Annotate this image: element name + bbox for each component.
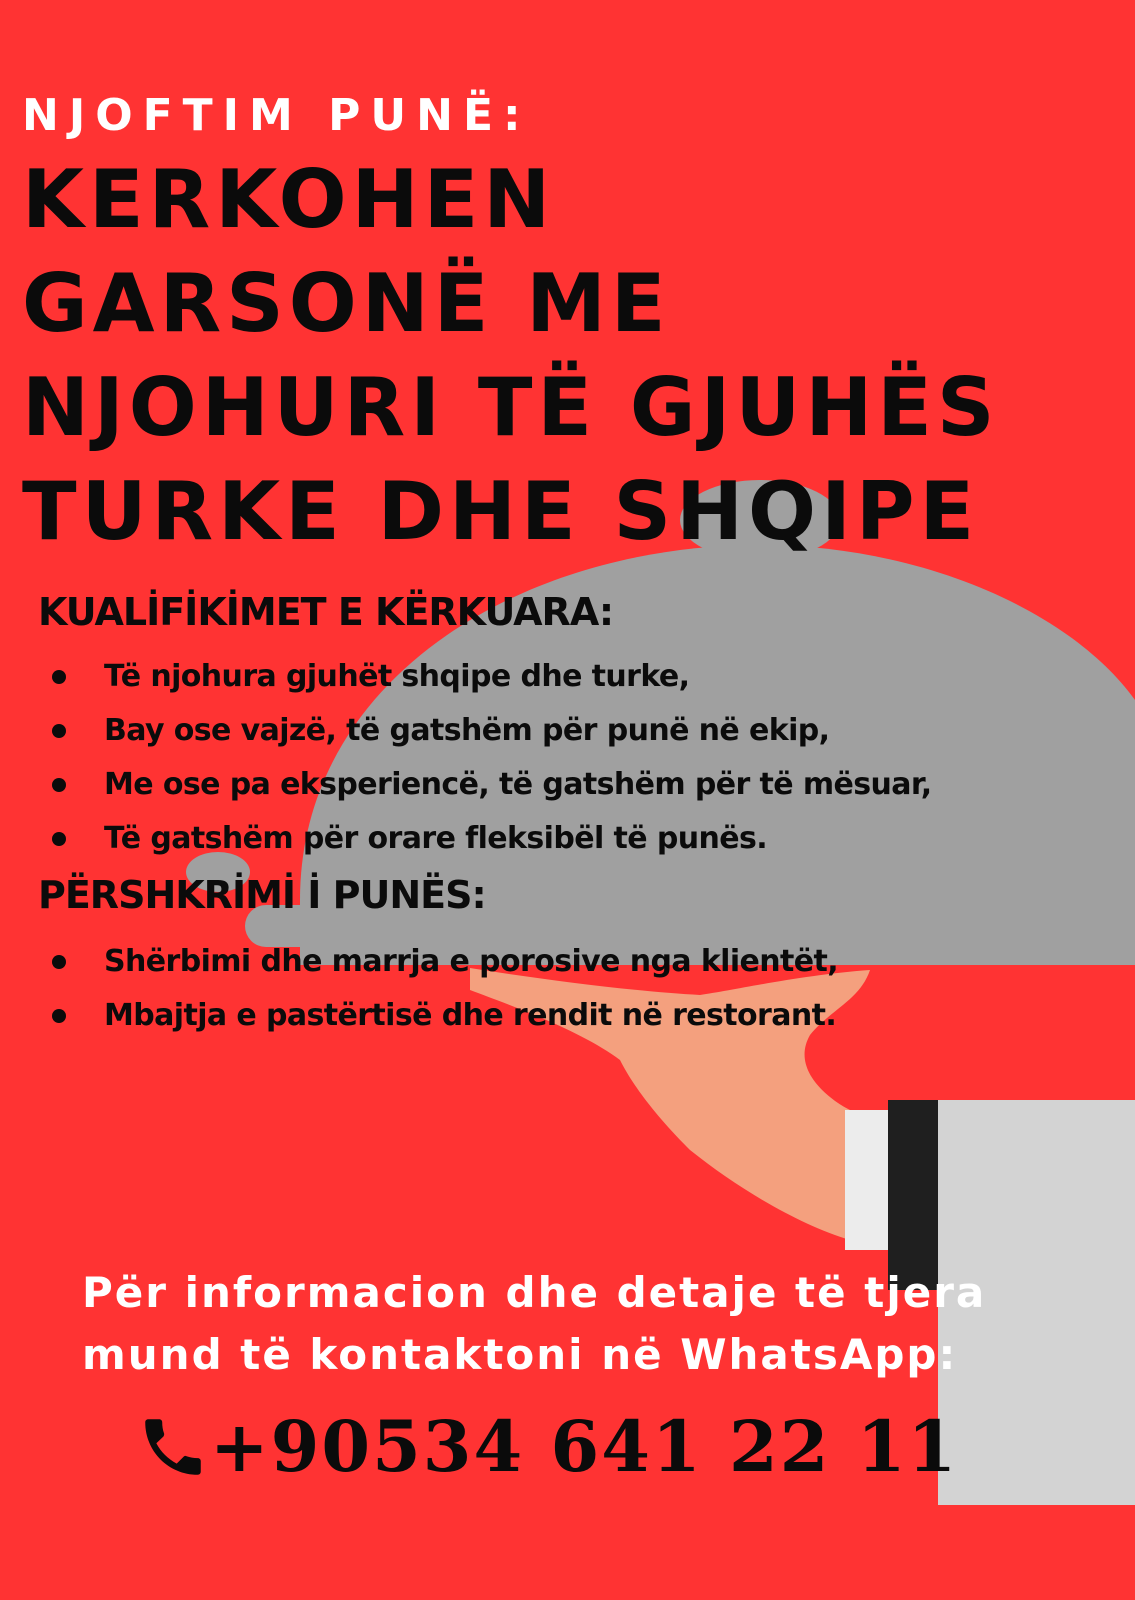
headline-line: TURKE DHE SHQIPE [22,465,980,558]
list-item-text: Bay ose vajzë, të gatshëm për punë në ekip, [104,713,830,748]
bullet-icon [52,1009,66,1023]
bullet-icon [52,955,66,969]
list-item-text: Të njohura gjuhët shqipe dhe turke, [104,659,690,694]
phone-row [136,1405,958,1488]
qualifications-list [52,650,932,866]
list-item [52,704,932,758]
contact-info [82,1262,986,1386]
list-item [52,935,838,989]
bullet-icon [52,670,66,684]
job-description-list [52,935,838,1043]
headline [22,148,1000,564]
list-item [52,989,838,1043]
list-item [52,650,932,704]
list-item [52,812,932,866]
contact-line: mund të kontaktoni në WhatsApp: [82,1330,958,1379]
list-item-text: Mbajtja e pastërtisë dhe rendit në restorant. [104,998,837,1033]
list-item [52,758,932,812]
qualifications-title: KUALİFİKİMET E KËRKUARA: [38,590,614,634]
job-description-title: PËRSHKRİMİ İ PUNËS: [38,873,486,917]
list-item-text: Me ose pa eksperiencë, të gatshëm për të mësuar, [104,767,932,802]
list-item-text: Të gatshëm për orare fleksibël të punës. [104,821,768,856]
list-item-text: Shërbimi dhe marrja e porosive nga klientët, [104,944,839,979]
headline-line: KERKOHEN [22,153,556,246]
bullet-icon [52,724,66,738]
headline-line: GARSONË ME [22,257,671,350]
phone-number[interactable]: +90534 641 22 11 [210,1405,959,1488]
bullet-icon [52,832,66,846]
notice-label: NJOFTIM PUNË: [22,90,531,141]
contact-line: Për informacion dhe detaje të tjera [82,1268,987,1317]
bullet-icon [52,778,66,792]
phone-icon [136,1410,210,1484]
headline-line: NJOHURI TË GJUHËS [22,361,1000,454]
